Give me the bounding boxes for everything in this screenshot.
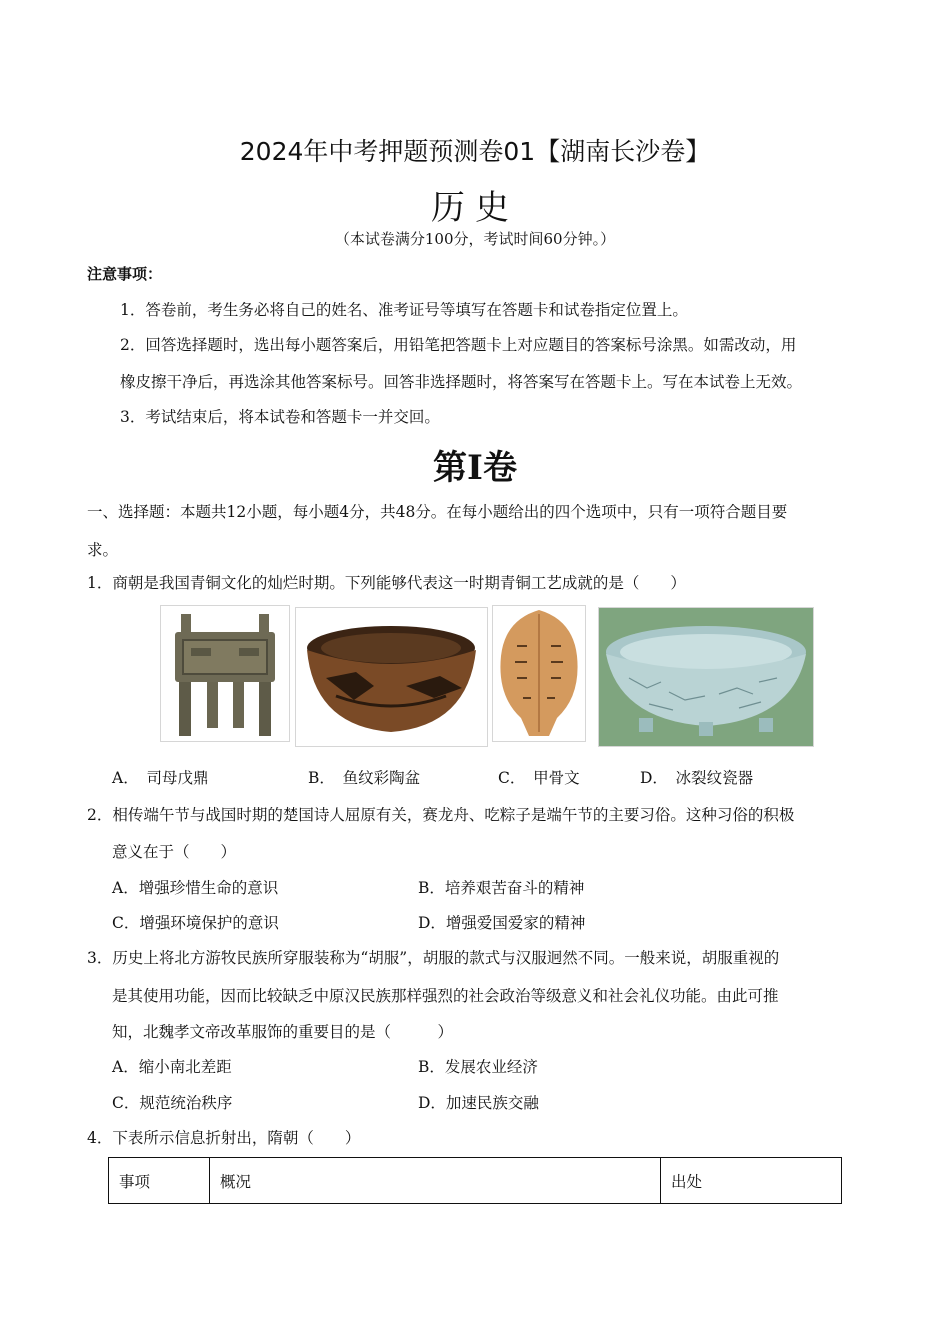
q2-option-d: D．增强爱国爱家的精神 xyxy=(418,914,586,932)
table-header-cell-source: 出处 xyxy=(661,1158,842,1204)
note-item-3: 3．考试结束后，将本试卷和答题卡一并交回。 xyxy=(120,408,440,426)
q1-option-b: B． 鱼纹彩陶盆 xyxy=(308,769,421,787)
section-instruction-line-2: 求。 xyxy=(87,541,119,559)
q3-option-c: C．规范统治秩序 xyxy=(112,1094,233,1112)
table-header-row xyxy=(109,1158,842,1204)
image-crackle-glaze-porcelain xyxy=(598,607,814,747)
q3-stem-line-1: 3．历史上将北方游牧民族所穿服装称为“胡服”，胡服的款式与汉服迥然不同。一般来说，胡服重视的 xyxy=(87,949,780,967)
q3-stem-line-3: 知，北魏孝文帝改革服饰的重要目的是（ ） xyxy=(112,1023,454,1041)
image-simuwu-ding xyxy=(160,605,290,742)
subject-title: 历史 xyxy=(431,188,519,228)
q2-option-b: B．培养艰苦奋斗的精神 xyxy=(418,879,585,897)
table-header-cell-item: 事项 xyxy=(109,1158,210,1204)
image-oracle-bone xyxy=(492,605,586,742)
q3-option-d: D．加速民族交融 xyxy=(418,1094,539,1112)
q1-option-a: A． 司母戊鼎 xyxy=(112,769,209,787)
q3-stem-line-2: 是其使用功能，因而比较缺乏中原汉民族那样强烈的社会政治等级意义和社会礼仪功能。由此可推 xyxy=(112,987,779,1005)
q4-stem: 4．下表所示信息折射出，隋朝（ ） xyxy=(87,1129,361,1147)
q2-stem-line-1: 2．相传端午节与战国时期的楚国诗人屈原有关，赛龙舟、吃粽子是端午节的主要习俗。这种习俗的积极 xyxy=(87,806,795,824)
note-item-1: 1．答卷前，考生务必将自己的姓名、准考证号等填写在答题卡和试卷指定位置上。 xyxy=(120,301,688,319)
exam-title: 2024年中考押题预测卷01【湖南长沙卷】 xyxy=(239,137,711,166)
q3-option-a: A．缩小南北差距 xyxy=(112,1058,232,1076)
table-header-cell-overview: 概况 xyxy=(210,1158,661,1204)
q2-option-c: C．增强环境保护的意识 xyxy=(112,914,279,932)
q2-option-a: A．增强珍惜生命的意识 xyxy=(112,879,279,897)
q1-stem: 1．商朝是我国青铜文化的灿烂时期。下列能够代表这一时期青铜工艺成就的是（ ） xyxy=(87,574,686,592)
q1-option-c: C． 甲骨文 xyxy=(498,769,580,787)
q1-option-d: D． 冰裂纹瓷器 xyxy=(640,769,754,787)
notes-heading: 注意事项： xyxy=(87,265,163,283)
exam-meta: （本试卷满分100分，考试时间60分钟。） xyxy=(334,230,616,248)
section-instruction-line-1: 一、选择题：本题共12小题，每小题4分，共48分。在每小题给出的四个选项中，只有一项符合题目要 xyxy=(87,503,788,521)
note-item-2-line-2: 橡皮擦干净后，再选涂其他答案标号。回答非选择题时，将答案写在答题卡上。写在本试卷上无效。 xyxy=(120,373,803,391)
image-fish-pattern-pottery-basin xyxy=(295,607,488,747)
q4-table xyxy=(108,1157,842,1204)
q3-option-b: B．发展农业经济 xyxy=(418,1058,538,1076)
note-item-2-line-1: 2．回答选择题时，选出每小题答案后，用铅笔把答题卡上对应题目的答案标号涂黑。如需改动，用 xyxy=(120,336,797,354)
volume-title: 第I卷 xyxy=(433,448,517,488)
q2-stem-line-2: 意义在于（ ） xyxy=(112,843,237,861)
